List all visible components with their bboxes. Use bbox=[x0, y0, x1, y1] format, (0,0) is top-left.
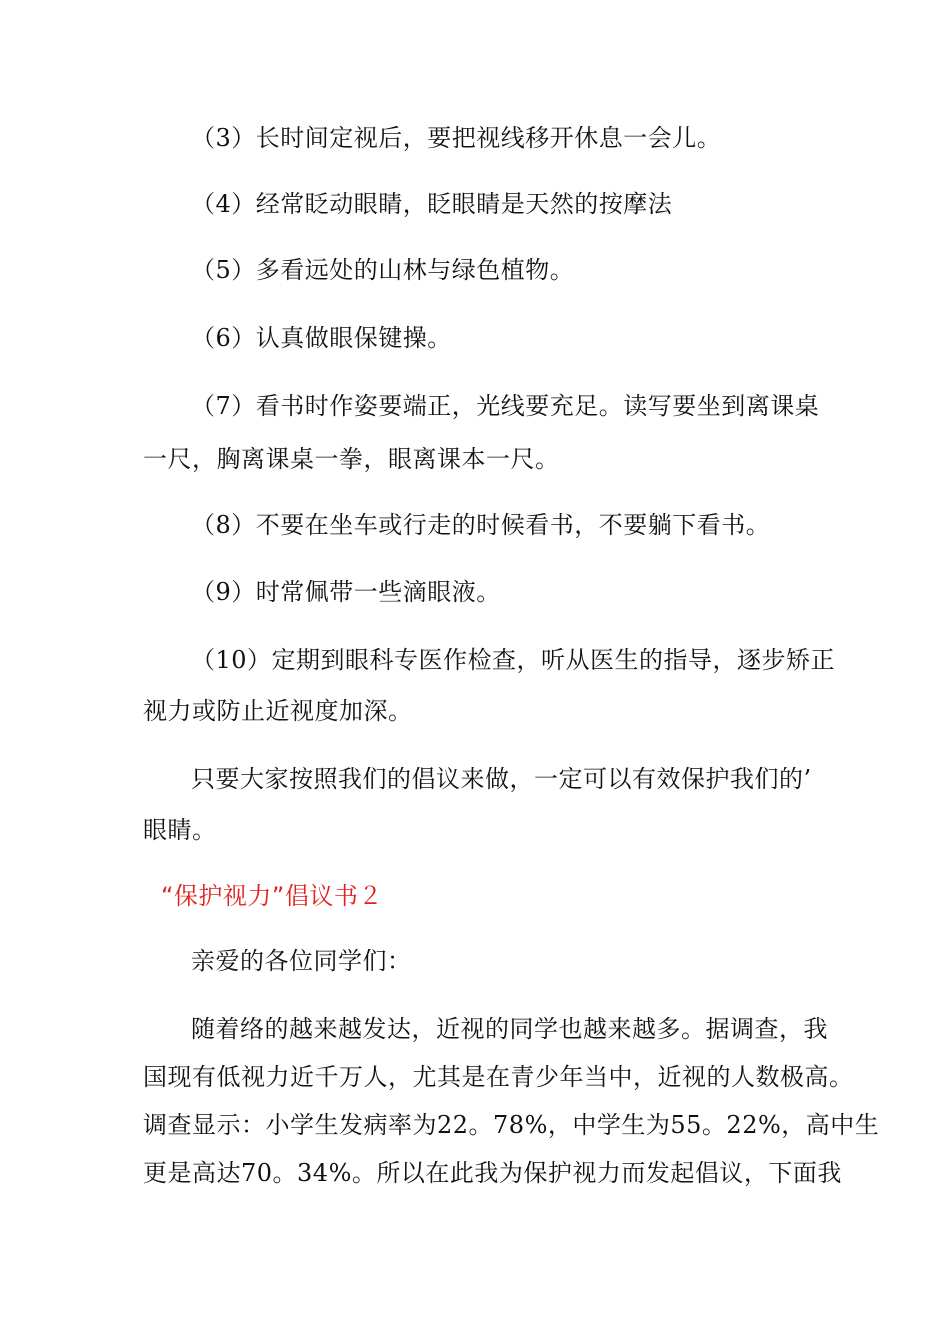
body-paragraph-line: 随着络的越来越发达，近视的同学也越来越多。据调查，我 bbox=[191, 1015, 828, 1043]
list-item: （8）不要在坐车或行走的时候看书，不要躺下看书。 bbox=[191, 511, 771, 539]
list-item-continuation: 一尺，胸离课桌一拳，眼离课本一尺。 bbox=[143, 445, 560, 473]
list-item: （10）定期到眼科专医作检查，听从医生的指导，逐步矫正 bbox=[191, 646, 836, 674]
body-paragraph-line: 更是高达70。34%。所以在此我为保护视力而发起倡议，下面我 bbox=[143, 1159, 842, 1187]
closing-paragraph-continuation: 眼睛。 bbox=[143, 816, 217, 844]
closing-paragraph: 只要大家按照我们的倡议来做，一定可以有效保护我们的’ bbox=[191, 765, 812, 793]
list-item: （6）认真做眼保键操。 bbox=[191, 324, 452, 352]
body-paragraph-line: 国现有低视力近千万人，尤其是在青少年当中，近视的人数极高。 bbox=[143, 1063, 854, 1091]
list-item: （9）时常佩带一些滴眼液。 bbox=[191, 578, 501, 606]
list-item: （3）长时间定视后，要把视线移开休息一会儿。 bbox=[191, 124, 722, 152]
list-item: （7）看书时作姿要端正，光线要充足。读写要坐到离课桌 bbox=[191, 392, 820, 420]
greeting: 亲爱的各位同学们： bbox=[191, 947, 412, 975]
list-item-continuation: 视力或防止近视度加深。 bbox=[143, 697, 413, 725]
section-heading: “保护视力”倡议书２ bbox=[161, 882, 383, 910]
body-paragraph-line: 调查显示：小学生发病率为22。78%，中学生为55。22%，高中生 bbox=[143, 1111, 880, 1139]
list-item: （4）经常眨动眼睛，眨眼睛是天然的按摩法 bbox=[191, 190, 673, 218]
list-item: （5）多看远处的山林与绿色植物。 bbox=[191, 256, 575, 284]
